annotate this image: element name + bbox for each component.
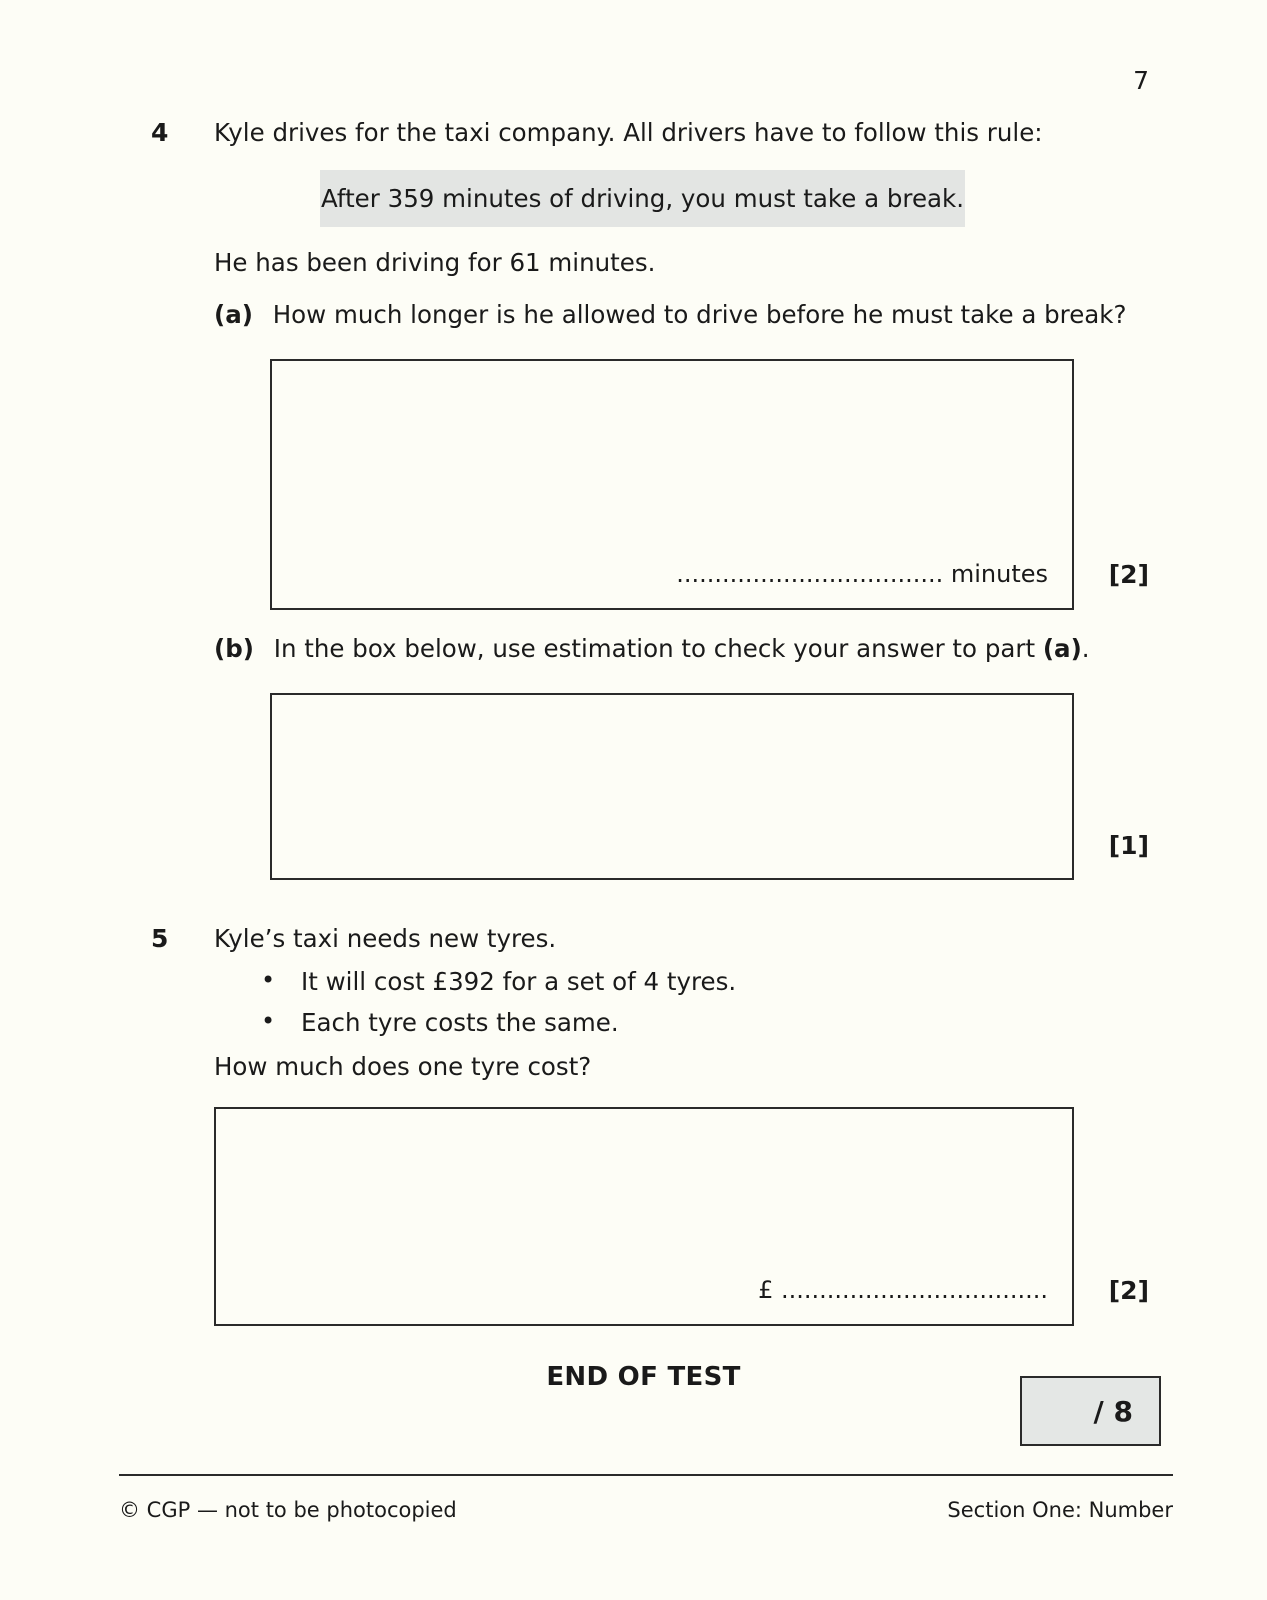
end-of-test-heading: END OF TEST [546, 1362, 741, 1392]
part-b-label: (b) [214, 634, 254, 663]
part-b-question [214, 634, 1090, 663]
part-a-answer-line[interactable]: ................................... minutes [676, 560, 1048, 588]
bullet-2-marker: • [261, 1007, 276, 1035]
question-5-answer-line[interactable]: £ ................................... [758, 1276, 1048, 1304]
rule-text: After 359 minutes of driving, you must take a break. [320, 184, 965, 213]
part-b-answer-box[interactable] [270, 693, 1074, 880]
part-a-label: (a) [214, 300, 253, 329]
part-b-period: . [1081, 634, 1090, 663]
question-4-number: 4 [151, 118, 169, 147]
question-5-intro: Kyle’s taxi needs new tyres. [214, 924, 557, 953]
score-box[interactable] [1020, 1376, 1161, 1446]
part-b-text: In the box below, use estimation to check your answer to part [273, 634, 1043, 663]
question-5-number: 5 [151, 924, 169, 953]
part-a-question [214, 300, 1127, 329]
part-a-marks: [2] [1108, 560, 1149, 589]
page-number: 7 [1133, 66, 1149, 95]
bullet-2-text: Each tyre costs the same. [301, 1008, 619, 1037]
footer-copyright: © CGP — not to be photocopied [119, 1498, 457, 1522]
part-b-marks: [1] [1108, 831, 1149, 860]
footer-section-title: Section One: Number [947, 1498, 1173, 1522]
question-5-question: How much does one tyre cost? [214, 1052, 592, 1081]
question-4-intro: Kyle drives for the taxi company. All drivers have to follow this rule: [214, 118, 1043, 147]
score-total: / 8 [1093, 1394, 1133, 1428]
bullet-1-marker: • [261, 966, 276, 994]
bullet-1-text: It will cost £392 for a set of 4 tyres. [301, 967, 737, 996]
part-a-text: How much longer is he allowed to drive before he must take a break? [272, 300, 1127, 329]
rule-box [320, 170, 965, 227]
question-4-context: He has been driving for 61 minutes. [214, 248, 656, 277]
question-5-marks: [2] [1108, 1276, 1149, 1305]
part-b-reference: (a) [1042, 634, 1082, 663]
footer-divider [119, 1474, 1173, 1476]
